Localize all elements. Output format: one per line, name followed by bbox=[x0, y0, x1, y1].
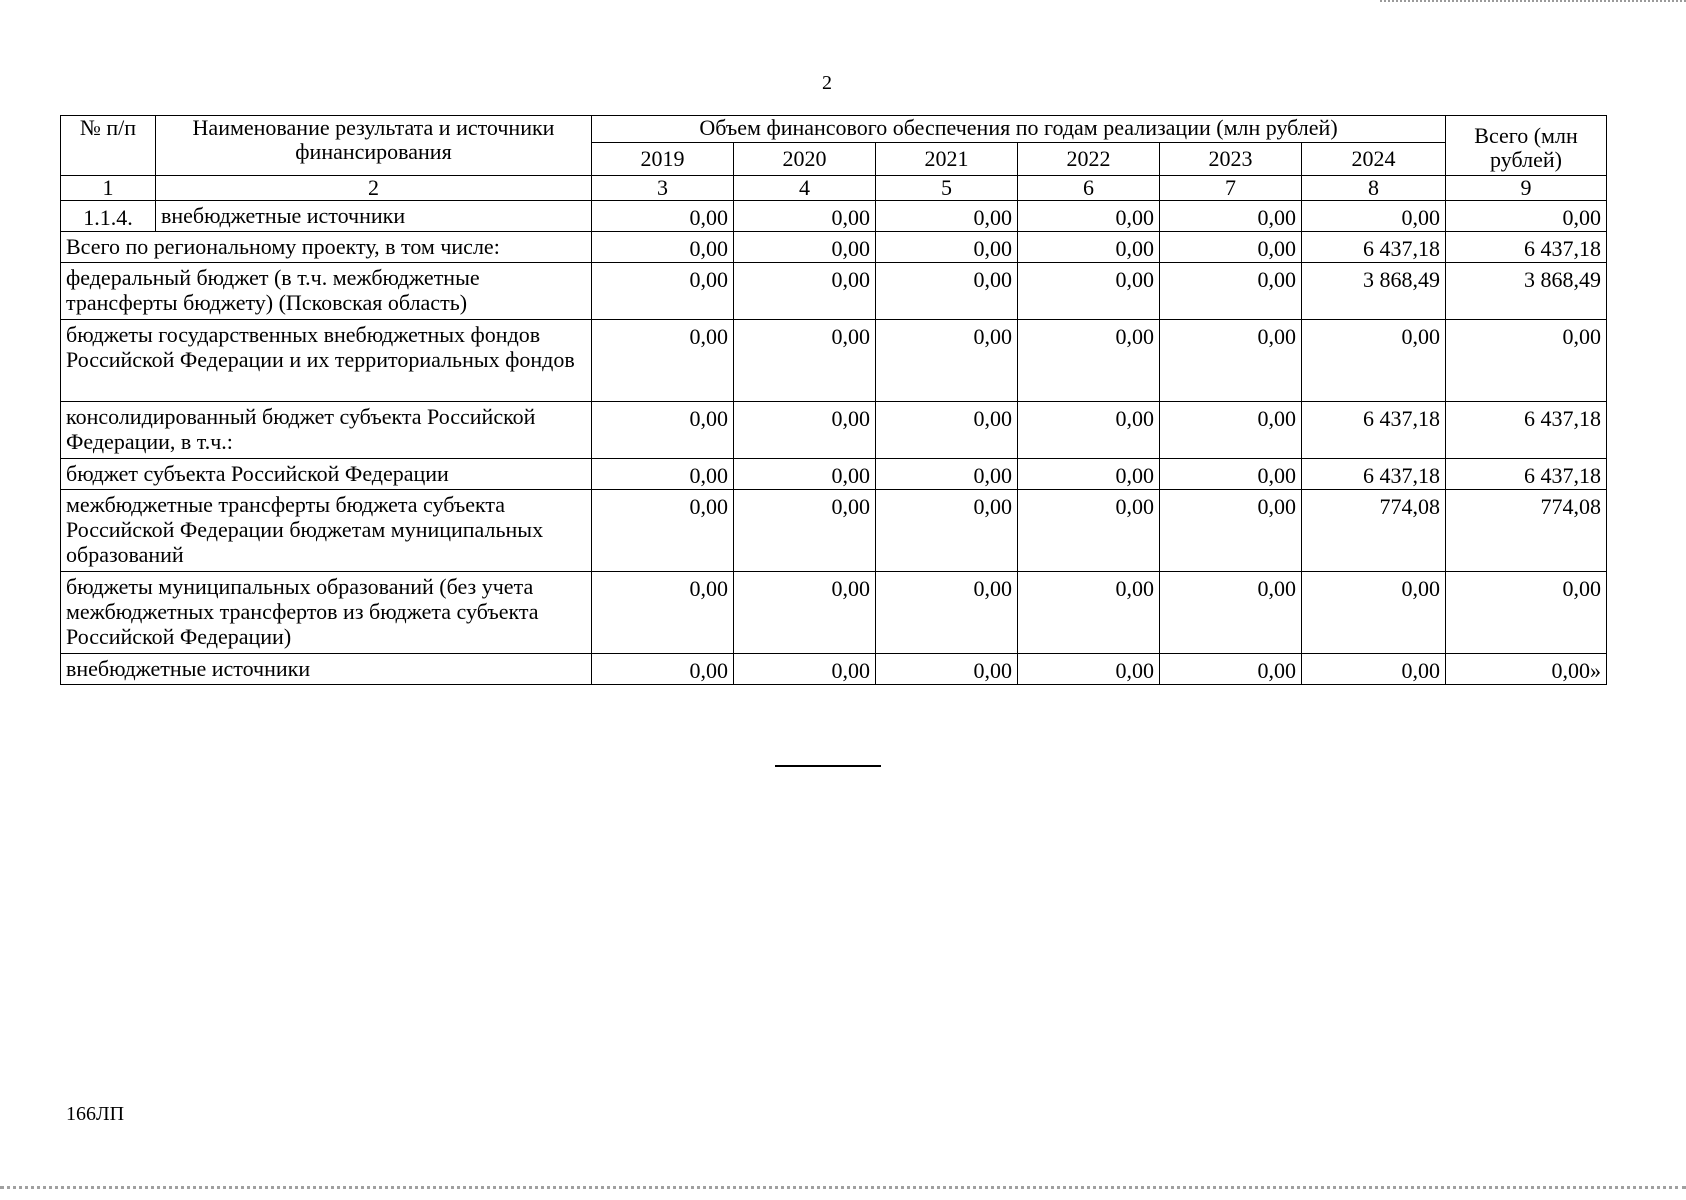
scan-edge-top bbox=[1380, 0, 1686, 2]
row-value-2019: 0,00 bbox=[592, 232, 734, 263]
row-value-2021: 0,00 bbox=[876, 459, 1018, 490]
header-year: 2022 bbox=[1018, 143, 1160, 176]
row-total: 6 437,18 bbox=[1446, 232, 1607, 263]
row-value-2023: 0,00 bbox=[1160, 459, 1302, 490]
table-row bbox=[61, 201, 1607, 232]
row-value-2020: 0,00 bbox=[734, 263, 876, 320]
row-label: межбюджетные трансферты бюджета субъекта Российской Федерации бюджетам муниципальных образований bbox=[61, 490, 592, 572]
table-row bbox=[61, 263, 1607, 320]
table-row bbox=[61, 232, 1607, 263]
row-value-2024: 0,00 bbox=[1302, 654, 1446, 685]
row-value-2021: 0,00 bbox=[876, 320, 1018, 402]
row-value-2021: 0,00 bbox=[876, 232, 1018, 263]
row-total: 6 437,18 bbox=[1446, 402, 1607, 459]
header-volume: Объем финансового обеспечения по годам реализации (млн рублей) bbox=[592, 116, 1446, 143]
row-value-2019: 0,00 bbox=[592, 263, 734, 320]
row-value-2024: 0,00 bbox=[1302, 572, 1446, 654]
row-value-2021: 0,00 bbox=[876, 490, 1018, 572]
table-row bbox=[61, 654, 1607, 685]
column-index: 7 bbox=[1160, 176, 1302, 201]
row-label: внебюджетные источники bbox=[61, 654, 592, 685]
row-total: 774,08 bbox=[1446, 490, 1607, 572]
row-value-2022: 0,00 bbox=[1018, 232, 1160, 263]
row-value-2020: 0,00 bbox=[734, 201, 876, 232]
row-label: бюджеты государственных внебюджетных фондов Российской Федерации и их территориальных фондов bbox=[61, 320, 592, 402]
row-label: федеральный бюджет (в т.ч. межбюджетные трансферты бюджету) (Псковская область) bbox=[61, 263, 592, 320]
row-value-2024: 6 437,18 bbox=[1302, 232, 1446, 263]
row-value-2021: 0,00 bbox=[876, 263, 1018, 320]
column-index: 4 bbox=[734, 176, 876, 201]
scan-edge-bottom bbox=[0, 1186, 1686, 1189]
column-index: 2 bbox=[156, 176, 592, 201]
header-year: 2023 bbox=[1160, 143, 1302, 176]
header-year: 2024 bbox=[1302, 143, 1446, 176]
row-value-2019: 0,00 bbox=[592, 572, 734, 654]
row-value-2022: 0,00 bbox=[1018, 320, 1160, 402]
header-year: 2019 bbox=[592, 143, 734, 176]
row-total: 3 868,49 bbox=[1446, 263, 1607, 320]
table-row bbox=[61, 572, 1607, 654]
row-value-2020: 0,00 bbox=[734, 320, 876, 402]
column-index-row bbox=[61, 176, 1607, 201]
row-value-2022: 0,00 bbox=[1018, 201, 1160, 232]
row-label: бюджет субъекта Российской Федерации bbox=[61, 459, 592, 490]
row-value-2020: 0,00 bbox=[734, 654, 876, 685]
row-value-2024: 0,00 bbox=[1302, 320, 1446, 402]
header-total: Всего (млн рублей) bbox=[1446, 116, 1607, 176]
row-value-2024: 0,00 bbox=[1302, 201, 1446, 232]
end-rule bbox=[775, 765, 881, 767]
row-total: 6 437,18 bbox=[1446, 459, 1607, 490]
row-value-2021: 0,00 bbox=[876, 402, 1018, 459]
budget-table bbox=[60, 115, 1607, 685]
page-number: 2 bbox=[822, 72, 832, 94]
row-value-2021: 0,00 bbox=[876, 201, 1018, 232]
row-value-2022: 0,00 bbox=[1018, 490, 1160, 572]
row-label: консолидированный бюджет субъекта Российской Федерации, в т.ч.: bbox=[61, 402, 592, 459]
row-value-2023: 0,00 bbox=[1160, 572, 1302, 654]
row-value-2021: 0,00 bbox=[876, 654, 1018, 685]
table-row bbox=[61, 402, 1607, 459]
row-value-2020: 0,00 bbox=[734, 490, 876, 572]
row-value-2023: 0,00 bbox=[1160, 232, 1302, 263]
header-year: 2020 bbox=[734, 143, 876, 176]
row-value-2024: 6 437,18 bbox=[1302, 459, 1446, 490]
row-label: Всего по региональному проекту, в том числе: bbox=[61, 232, 592, 263]
row-total: 0,00 bbox=[1446, 201, 1607, 232]
row-value-2023: 0,00 bbox=[1160, 320, 1302, 402]
row-value-2022: 0,00 bbox=[1018, 654, 1160, 685]
row-value-2024: 774,08 bbox=[1302, 490, 1446, 572]
row-value-2020: 0,00 bbox=[734, 572, 876, 654]
row-value-2022: 0,00 bbox=[1018, 402, 1160, 459]
row-value-2024: 3 868,49 bbox=[1302, 263, 1446, 320]
header-year: 2021 bbox=[876, 143, 1018, 176]
row-total: 0,00 bbox=[1446, 320, 1607, 402]
row-value-2019: 0,00 bbox=[592, 654, 734, 685]
row-value-2019: 0,00 bbox=[592, 402, 734, 459]
row-value-2023: 0,00 bbox=[1160, 654, 1302, 685]
row-value-2023: 0,00 bbox=[1160, 402, 1302, 459]
row-total: 0,00 bbox=[1446, 572, 1607, 654]
row-value-2023: 0,00 bbox=[1160, 201, 1302, 232]
table-row bbox=[61, 320, 1607, 402]
column-index: 3 bbox=[592, 176, 734, 201]
row-value-2022: 0,00 bbox=[1018, 459, 1160, 490]
header-num: № п/п bbox=[61, 116, 156, 176]
row-value-2022: 0,00 bbox=[1018, 572, 1160, 654]
column-index: 1 bbox=[61, 176, 156, 201]
row-value-2023: 0,00 bbox=[1160, 490, 1302, 572]
row-value-2024: 6 437,18 bbox=[1302, 402, 1446, 459]
table-row bbox=[61, 459, 1607, 490]
row-value-2019: 0,00 bbox=[592, 201, 734, 232]
header-row-1 bbox=[61, 116, 1607, 143]
row-code: 1.1.4. bbox=[61, 201, 156, 232]
row-label: бюджеты муниципальных образований (без учета межбюджетных трансфертов из бюджета субъекта Российской Федерации) bbox=[61, 572, 592, 654]
row-value-2022: 0,00 bbox=[1018, 263, 1160, 320]
table-row bbox=[61, 490, 1607, 572]
column-index: 9 bbox=[1446, 176, 1607, 201]
row-total: 0,00» bbox=[1446, 654, 1607, 685]
row-value-2021: 0,00 bbox=[876, 572, 1018, 654]
column-index: 8 bbox=[1302, 176, 1446, 201]
row-label: внебюджетные источники bbox=[156, 201, 592, 232]
column-index: 6 bbox=[1018, 176, 1160, 201]
row-value-2020: 0,00 bbox=[734, 232, 876, 263]
document-code: 166ЛП bbox=[66, 1103, 125, 1125]
row-value-2019: 0,00 bbox=[592, 490, 734, 572]
header-name: Наименование результата и источники финансирования bbox=[156, 116, 592, 176]
column-index: 5 bbox=[876, 176, 1018, 201]
row-value-2020: 0,00 bbox=[734, 459, 876, 490]
row-value-2020: 0,00 bbox=[734, 402, 876, 459]
row-value-2019: 0,00 bbox=[592, 459, 734, 490]
row-value-2023: 0,00 bbox=[1160, 263, 1302, 320]
row-value-2019: 0,00 bbox=[592, 320, 734, 402]
